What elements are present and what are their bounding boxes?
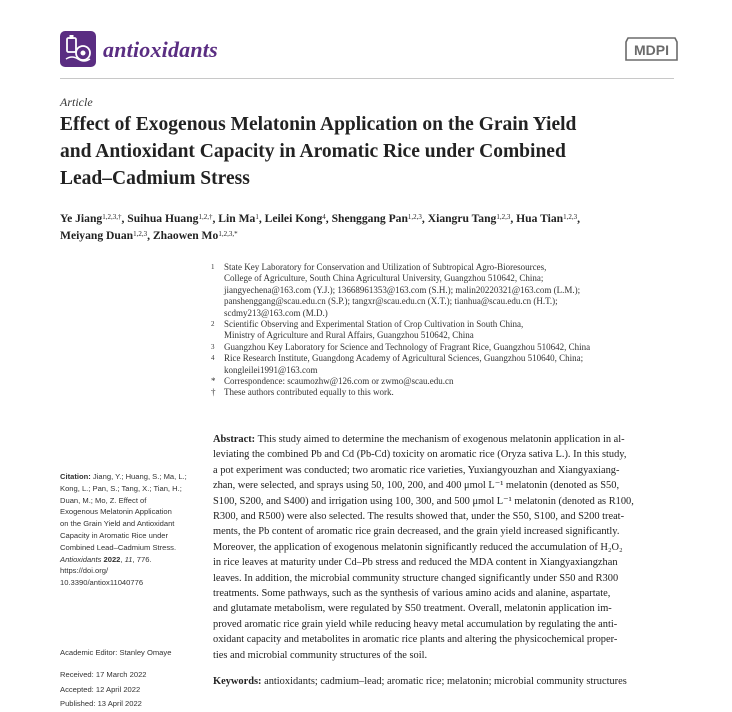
abstract-line: and glutamate metabolism, were regulated by S50 treatment. Overall, melatonin application im- [213, 603, 612, 615]
abstract-line: a pot experiment was conducted; two aromatic rice varieties, Yuxiangyouzhan and Xiangyaxiang- [213, 464, 620, 476]
citation-line: Kong, L.; Pan, S.; Tang, X.; Tian, H.; [60, 483, 182, 493]
abstract-label: Abstract: [213, 434, 256, 445]
author-name: Hua Tian [516, 212, 564, 225]
equal-contribution-note [211, 387, 681, 398]
author-name: Lin Ma [218, 212, 256, 225]
citation-pages: 776 [136, 554, 150, 564]
citation-line: Combined Lead–Cadmium Stress. [60, 542, 177, 552]
published-date: Published: 13 April 2022 [60, 699, 142, 708]
journal-logo-icon [60, 31, 96, 67]
correspondence-item [211, 376, 681, 387]
title-line: and Antioxidant Capacity in Aromatic Rice under Combined [60, 141, 566, 162]
citation-text: Jiang, Y.; Huang, S.; Ma, L.; [92, 472, 187, 481]
author-name: Zhaowen Mo [152, 229, 219, 242]
citation-volume: 11 [124, 554, 133, 564]
citation-label: Citation: [60, 472, 91, 481]
affiliation-line: scdmy213@163.com (M.D.) [224, 307, 328, 318]
affiliation-marker: † [211, 387, 216, 398]
citation-line [60, 471, 210, 483]
affiliation-item [211, 319, 681, 342]
abstract-text: This study aimed to determine the mechanism of exogenous melatonin application in al- [257, 434, 625, 445]
author-affiliation-marker: 1,2,3 [407, 213, 422, 221]
author-line: Ye Jiang$^{1,2,3,\dagger}$, Suihua Huang$^{1,2,\dagger}$, Lin Ma$^1$, Leilei Kong$^4$, Shenggang Pan$^{1,2,3}$, Xiangru Tang$^{1,2,3}$, Hua Tian$^{1,2,3}$, [60, 212, 581, 225]
citation-line: on the Grain Yield and Antioxidant [60, 519, 175, 529]
affiliation-line: College of Agriculture, South China Agricultural University, Guangzhou 510642, China; [224, 273, 544, 284]
affiliation-item [211, 262, 681, 319]
author-affiliation-marker: 1,2,3,* [218, 230, 238, 238]
abstract-line: leaves. In addition, the microbial community structure changed significantly under S50 and R300 [213, 572, 619, 584]
author-name: Meiyang Duan [60, 229, 134, 242]
author-list [60, 210, 700, 244]
article-type: Article [60, 95, 93, 109]
abstract [213, 432, 683, 663]
author-affiliation-marker: 1,2,3,† [102, 213, 122, 221]
abstract-line: zhan, were selected, and sprays using 50, 100, 200, and 400 μmol L⁻¹ melatonin (denoted as S50, [213, 480, 620, 492]
title-line: Effect of Exogenous Melatonin Application on the Grain Yield [60, 114, 577, 135]
abstract-line: Moreover, the application of exogenous melatonin significantly reduced the accumulation of H₂O₂ [213, 541, 623, 553]
author-affiliation-marker: 4 [322, 213, 326, 221]
journal-abbrev: Antioxidants [60, 554, 102, 564]
author-affiliation-marker: 1,2,3 [563, 213, 578, 221]
abstract-line: leviating the combined Pb and Cd (Pb-Cd) toxicity on aromatic rice (Oryza sativa L.). In this study, [213, 449, 627, 461]
academic-editor: Academic Editor: Stanley Omaye [60, 648, 172, 657]
citation-line: Exogenous Melatonin Application [60, 507, 172, 517]
affiliation-marker: 2 [211, 320, 215, 329]
abstract-line: ments, the Pb content of aromatic rice grain decreased, and the grain yield increased significantly. [213, 526, 620, 538]
author-line: Meiyang Duan$^{1,2,3}$, Zhaowen $Mo^{1,2,3,*}$ [60, 229, 238, 242]
keywords-label: Keywords: [213, 676, 262, 687]
author-name: Shenggang Pan [331, 212, 408, 225]
author-affiliation-marker: 1,2,3 [133, 230, 148, 238]
citation-line: Capacity in Aromatic Rice under [60, 530, 169, 540]
affiliation-line: Rice Research Institute, Guangdong Academy of Agricultural Sciences, Guangzhou 510640, China; [224, 353, 584, 364]
affiliation-list [211, 262, 681, 399]
accepted-date: Accepted: 12 April 2022 [60, 684, 141, 694]
doi-link[interactable]: 10.3390/antiox11040776 [60, 578, 144, 588]
citation-block [60, 471, 210, 589]
doi-link[interactable]: https://doi.org/ [60, 566, 109, 576]
abstract-line: R300, and R500) were also selected. The results showed that, under the S50, S100, and S200 treat- [213, 511, 625, 523]
affiliation-item [211, 353, 681, 376]
author-affiliation-marker: 1,2,† [198, 213, 213, 221]
citation-line: Duan, M.; Mo, Z. Effect of [60, 495, 147, 505]
affiliation-line: State Key Laboratory for Conservation and Utilization of Subtropical Agro-Bioresources, [224, 262, 547, 272]
article-title [60, 111, 690, 192]
affiliation-line: Scientific Observing and Experimental Station of Crop Cultivation in South China, [224, 319, 524, 330]
affiliation-item [211, 342, 681, 353]
affiliation-marker: 4 [211, 354, 215, 363]
journal-name: antioxidants [103, 37, 218, 62]
correspondence-line: Correspondence: scaumozhw@126.com or zwmo@scau.edu.cn [224, 376, 454, 387]
publisher-name: MDPI [634, 42, 669, 58]
keywords-text: antioxidants; cadmium–lead; aromatic rice; melatonin; microbial community structures [264, 676, 627, 687]
header-divider [60, 78, 674, 79]
affiliation-line: Ministry of Agriculture and Rural Affairs, Guangzhou 510642, China [224, 330, 474, 341]
author-name: Leilei Kong [264, 212, 323, 225]
author-name: Xiangru Tang [427, 212, 497, 225]
abstract-line [213, 432, 683, 447]
publication-dates [60, 668, 147, 712]
affiliation-line: Guangzhou Key Laboratory for Science and Technology of Fragrant Rice, Guangzhou 510642, China [224, 341, 591, 352]
affiliation-line: panshenggang@scau.edu.cn (S.P.); tangxr@scau.edu.cn (X.T.); tianhua@scau.edu.cn (H.T.); [224, 296, 558, 307]
title-line: Lead–Cadmium Stress [60, 168, 250, 189]
affiliation-line: kongleilei1991@163.com [224, 364, 318, 375]
author-affiliation-marker: 1 [255, 213, 259, 221]
author-name: Ye Jiang [60, 212, 103, 225]
affiliation-marker: 3 [211, 342, 215, 351]
mdpi-logo-icon [624, 36, 679, 62]
citation-journal-line: Antioxidants 2022, 11, 776. [60, 554, 152, 564]
abstract-line: proved aromatic rice grain yield while reducing heavy metal accumulation by regulating the anti- [213, 618, 618, 630]
citation-year: 2022 [103, 554, 121, 564]
abstract-line: treatments. Some pathways, such as the synthesis of various amino acids and alanine, aspartate, [213, 588, 611, 600]
author-affiliation-marker: 1,2,3 [496, 213, 511, 221]
affiliation-line: jiangyechena@163.com (Y.J.); 13668961353@163.com (S.H.); malin20220321@163.com (L.M.); [224, 284, 581, 295]
keywords [213, 676, 627, 687]
received-date: Received: 17 March 2022 [60, 670, 147, 679]
abstract-line: ties and microbial community structures of the soil. [213, 649, 428, 661]
affiliation-marker: 1 [211, 263, 215, 271]
abstract-line: oxidant capacity and metabolites in aromatic rice plants and altering the physicochemical proper- [213, 634, 618, 646]
author-name: Suihua Huang [127, 212, 199, 225]
equal-contribution-line: These authors contributed equally to this work. [224, 387, 394, 398]
affiliation-marker: * [211, 376, 216, 387]
abstract-line: in rice leaves at maturity under Cd–Pb stress and reduced the MDA content in Xiangyaxiangzhan [213, 557, 618, 569]
abstract-line: S100, S200, and S400) and irrigation using 100, 300, and 500 μmol L⁻¹ melatonin (denoted as R100, [213, 495, 634, 507]
